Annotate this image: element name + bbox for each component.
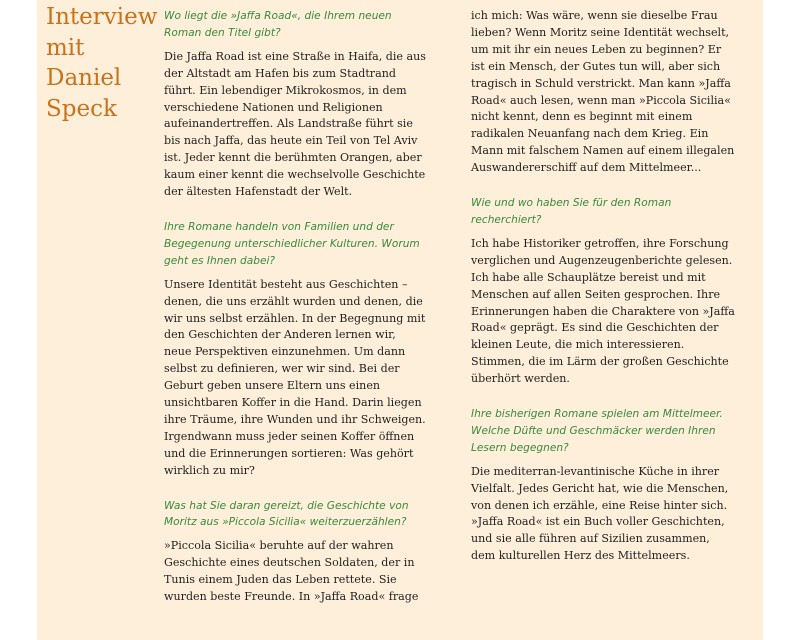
question-1: Wo liegt die »Jaffa Road«, die Ihrem neuen Roman den Titel gibt? [164, 10, 392, 39]
page-title: Interview mit Daniel Speck [46, 4, 158, 122]
interview-page [37, 0, 763, 640]
column-left [164, 8, 426, 624]
answer-2: Unsere Identität besteht aus Geschichten – denen, die uns erzählt wurden und denen, die wir uns selbst erzählen. In der Begegnung mit den Geschichten der Anderen lernen wir, neue Perspektiven einzunehmen. Um dann selbst zu definieren, wer wir sind. Bei der Geburt geben unsere Eltern uns einen unsichtbaren Koffer in die Hand. Darin liegen ihre Träume, ihre Wunden und ihr Schweigen. Irgendwann muss jeder seinen Koffer öffnen und die Erinnerungen sortieren: Was gehört wirklich zu mir? [164, 277, 426, 477]
question-4: Wie und wo haben Sie für den Roman recherchiert? [471, 197, 672, 226]
column-right [471, 8, 736, 583]
question-5: Ihre bisherigen Romane spielen am Mittelmeer. Welche Düfte und Geschmäcker werden Ihren Lesern begegnen? [471, 408, 723, 454]
answer-4: Ich habe Historiker getroffen, ihre Forschung verglichen und Augenzeugenberichte gelesen. Ich habe alle Schauplätze bereist und mit Menschen auf allen Seiten gesprochen. Ihre Erinnerungen haben die Charaktere von »Jaffa Road« geprägt. Es sind die Geschichten der kleinen Leute, die mich interessieren. Stimmen, die im Lärm der großen Geschichte überhört werden. [471, 236, 735, 386]
answer-3-continued: ich mich: Was wäre, wenn sie dieselbe Frau lieben? Wenn Moritz seine Identität wechselt, um mit ihr ein neues Leben zu beginnen? Er ist ein Mensch, der Gutes tun will, aber sich tragisch in Schuld verstrickt. Man kann »Jaffa Road« auch lesen, wenn man »Piccola Sicilia« nicht kennt, denn es beginnt mit einem radikalen Neuanfang nach dem Krieg. Ein Mann mit falschem Namen auf einem illegalen Auswandererschiff auf dem Mittelmeer... [471, 9, 735, 175]
answer-5: Die mediterran-levantinische Küche in ihrer Vielfalt. Jedes Gericht hat, wie die Menschen, von denen ich erzähle, eine Reise hinter sich. »Jaffa Road« ist ein Buch voller Geschichten, und sie alle führen auf Sizilien zusammen, dem kulturellen Herz des Mittelmeers. [471, 464, 729, 563]
answer-1: Die Jaffa Road ist eine Straße in Haifa, die aus der Altstadt am Hafen bis zum Stadtrand führt. Ein lebendiger Mikrokosmos, in dem verschiedene Nationen und Religionen aufeinandertreffen. Als Landstraße führt sie bis nach Jaffa, das heute ein Teil von Tel Aviv ist. Jeder kennt die berühmten Orangen, aber kaum einer kennt die wechselvolle Geschichte der ältesten Hafenstadt der Welt. [164, 49, 426, 199]
question-3: Was hat Sie daran gereizt, die Geschichte von Moritz aus »Piccola Sicilia« weiterzuerzählen? [164, 499, 409, 529]
answer-3: »Piccola Sicilia« beruhte auf der wahren Geschichte eines deutschen Soldaten, der in Tunis einem Juden das Leben rettete. Sie wurden beste Freunde. In »Jaffa Road« frage [164, 539, 419, 604]
question-2: Ihre Romane handeln von Familien und der Begegenung unterschiedlicher Kulturen. Worum geht es Ihnen dabei? [164, 220, 420, 267]
